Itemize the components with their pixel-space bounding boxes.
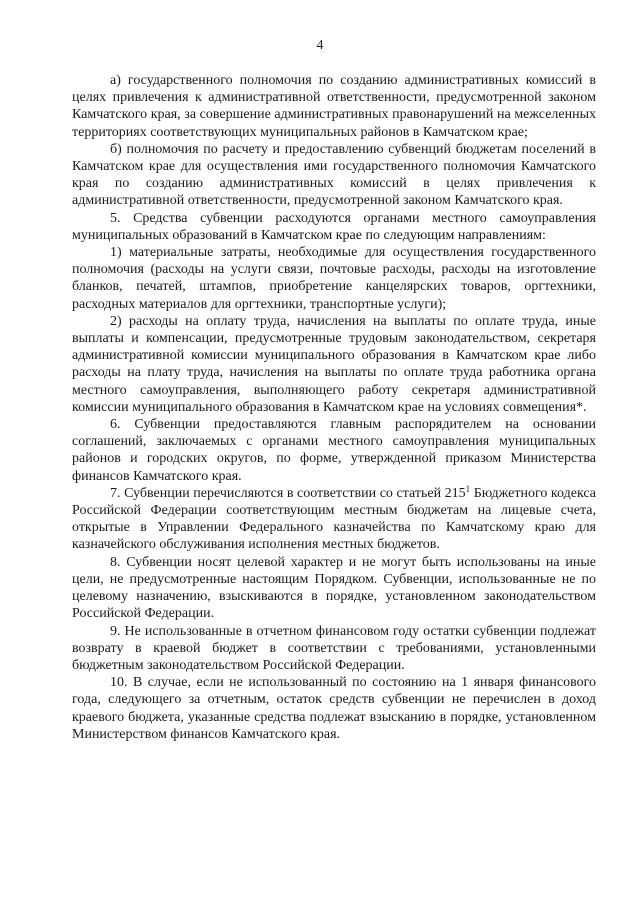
document-body: [72, 72, 596, 743]
paragraph-5-2: 2) расходы на оплату труда, начисления на выплаты по оплате труда, иные выплаты и компенсации, предусмотренные трудовым законодательством, секретаря административной комиссии муниципального образования в Камчатском крае либо расходы на плату труда, начисления на выплаты по оплате труда работника органа местного самоуправления, выполняющего работу секретаря административной комиссии муниципального образования в Камчатском крае на условиях совмещения*.: [72, 313, 596, 415]
paragraph-8: 8. Субвенции носят целевой характер и не могут быть использованы на иные цели, не предусмотренные настоящим Порядком. Субвенции, использованные не по целевому назначению, взыскиваются в порядке, установленном законодательством Российской Федерации.: [72, 554, 596, 622]
paragraph-5: 5. Средства субвенции расходуются органами местного самоуправления муниципальных образований в Камчатском крае по следующим направлениям:: [72, 210, 596, 243]
paragraph-4b: б) полномочия по расчету и предоставлению субвенций бюджетам поселений в Камчатском крае для осуществления ими государственного полномочия Камчатского края по созданию административных комиссий в целях привлечения к административной ответственности, предусмотренной законом Камчатского края.: [72, 141, 596, 209]
paragraph-10: 10. В случае, если не использованный по состоянию на 1 января финансового года, следующего за отчетным, остаток средств субвенции не перечислен в доход краевого бюджета, указанные средства подлежат взысканию в порядке, установленном Министерством финансов Камчатского края.: [72, 675, 596, 742]
paragraph-4a: а) государственного полномочия по созданию административных комиссий в целях привлечения к административной ответственности, предусмотренной законом Камчатского края, за совершение административных правонарушений на межселенных территориях соответствующих муниципальных районов в Камчатском крае;: [72, 73, 596, 140]
paragraph-9: 9. Не использованные в отчетном финансовом году остатки субвенции подлежат возврату в краевой бюджет в соответствии с требованиями, установленными бюджетным законодательством Российской Федерации.: [72, 623, 596, 673]
paragraph-7: [72, 485, 596, 554]
page-number: 4: [316, 38, 324, 53]
paragraph-5-1: 1) материальные затраты, необходимые для осуществления государственного полномочия (расходы на услуги связи, почтовые расходы, расходы на изготовление бланков, печатей, штампов, приобретение канцелярских товаров, оргтехники, расходных материалов для оргтехники, транспортные услуги);: [72, 245, 596, 312]
article-superscript: 1: [465, 483, 471, 494]
paragraph-7-text-start: 7. Субвенции перечисляются в соответствии со статьей 215: [110, 485, 466, 501]
paragraph-7-text-end: Бюджетного кодекса Российской Федерации соответствующим местным бюджетам на лицевые счета, открытые в Управлении Федерального казначейства по Камчатскому краю для казначейского обслуживания исполнения местных бюджетов.: [72, 485, 596, 553]
paragraph-6: 6. Субвенции предоставляются главным распорядителем на основании соглашений, заключаемых с органами местного самоуправления муниципальных районов и городских округов, по форме, утвержденной приказом Министерства финансов Камчатского края.: [72, 417, 596, 484]
